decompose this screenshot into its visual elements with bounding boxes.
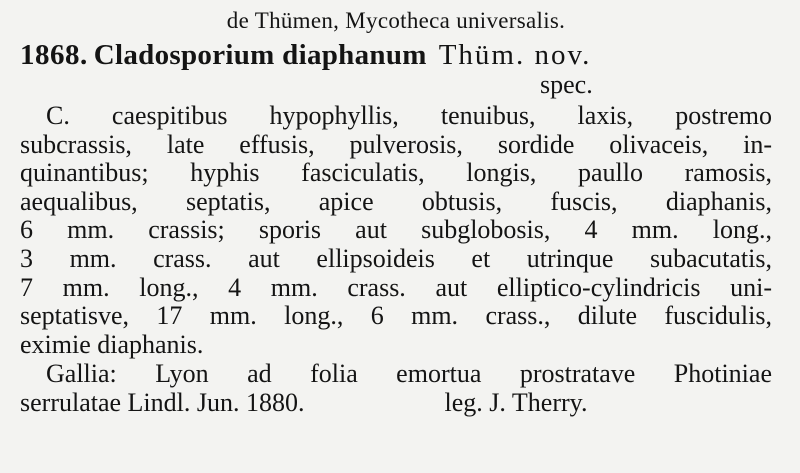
- description-line: C. caespitibus hypophyllis, tenuibus, laxis, postremo: [46, 101, 772, 130]
- description-line: aequalibus, septatis, apice obtusis, fuscis, diaphanis,: [20, 186, 772, 216]
- description-line: eximie diaphanis.: [20, 329, 204, 359]
- locality-line: Gallia: Lyon ad folia emortua prostratave Photiniae: [46, 359, 772, 389]
- locality-line-2: [20, 389, 772, 418]
- species-title: [20, 40, 772, 70]
- description-line: 3 mm. crass. aut ellipsoideis et utrinque subacutatis,: [20, 243, 772, 273]
- locality-host-date: serrulatae Lindl. Jun. 1880.: [20, 387, 305, 417]
- species-description: [20, 102, 772, 359]
- locality-text: [20, 360, 772, 417]
- description-line: subcrassis, late effusis, pulverosis, sordide olivaceis, in-: [20, 129, 772, 159]
- description-line: quinantibus; hyphis fasciculatis, longis, paullo ramosis,: [20, 158, 772, 188]
- species-status: spec.: [540, 70, 593, 99]
- description-line: 6 mm. crassis; sporis aut subglobosis, 4 mm. long.,: [20, 215, 772, 245]
- description-line: septatisve, 17 mm. long., 6 mm. crass., dilute fuscidulis,: [20, 301, 772, 331]
- label-header: de Thümen, Mycotheca universalis.: [226, 8, 566, 33]
- species-name: Cladosporium diaphanum: [93, 39, 427, 71]
- exsiccata-number: 1868.: [20, 39, 88, 71]
- collector: leg. J. Therry.: [444, 387, 588, 417]
- description-line: 7 mm. long., 4 mm. crass. aut elliptico-cylindricis uni-: [20, 272, 772, 302]
- species-author: Thüm. nov.: [438, 39, 592, 71]
